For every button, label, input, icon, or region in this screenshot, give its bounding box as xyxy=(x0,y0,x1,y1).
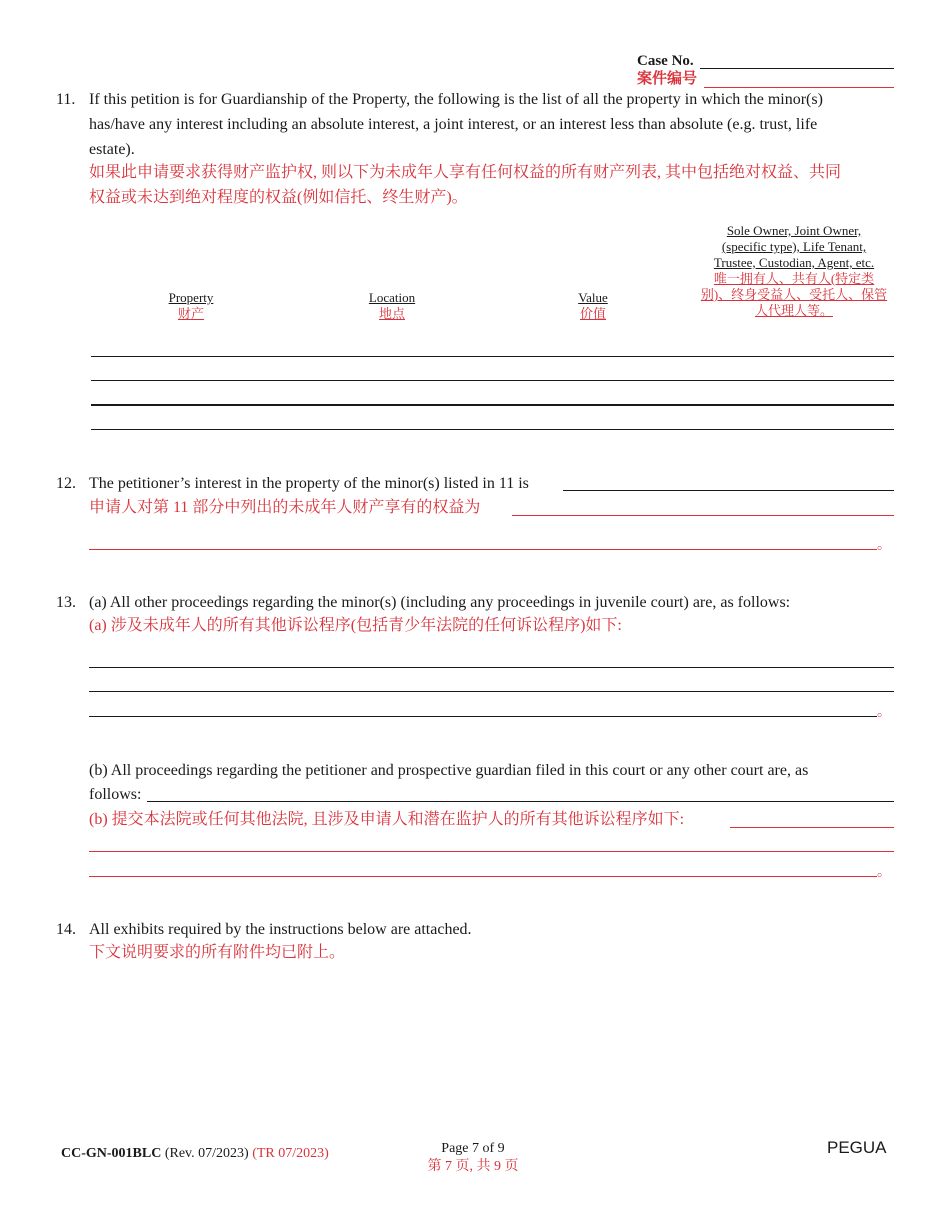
col-owner-en-line2: (specific type), Life Tenant, xyxy=(721,239,867,254)
item-13b-text-line2: follows: xyxy=(89,786,142,803)
item-13b-field-zh-underline xyxy=(730,827,894,828)
col-location-en: Location xyxy=(368,290,416,305)
col-header-location xyxy=(342,290,442,322)
col-location-zh: 地点 xyxy=(378,306,405,321)
footer-page-en: Page 7 of 9 xyxy=(441,1141,505,1156)
item-12-number: 12. xyxy=(56,475,76,492)
footer-rev: (Rev. 07/2023) xyxy=(164,1146,249,1161)
col-owner-en-line3: Trustee, Custodian, Agent, etc. xyxy=(713,255,875,270)
item-13b-end-mark: 。 xyxy=(877,865,891,880)
item-13a-field-line3[interactable] xyxy=(89,716,877,717)
col-owner-en-line1: Sole Owner, Joint Owner, xyxy=(726,223,862,238)
item-13a-end-mark: 。 xyxy=(877,705,891,720)
item-12-field-line2[interactable] xyxy=(89,549,877,550)
property-row-3[interactable] xyxy=(91,404,894,406)
item-11-text-zh-line2: 权益或未达到绝对程度的权益(例如信托、终生财产)。 xyxy=(89,189,468,206)
item-13a-text-zh: (a) 涉及未成年人的所有其他诉讼程序(包括青少年法院的任何诉讼程序)如下: xyxy=(89,617,622,634)
item-12-field-zh-underline xyxy=(512,515,894,516)
col-header-property xyxy=(141,290,241,322)
item-11-text-line1: If this petition is for Guardianship of the Property, the following is the list of all the property in which the minor(s) xyxy=(89,91,823,108)
item-12-text-zh: 申请人对第 11 部分中列出的未成年人财产享有的权益为 xyxy=(89,499,481,516)
footer-code: PEGUA xyxy=(827,1138,887,1157)
col-value-zh: 价值 xyxy=(579,306,606,321)
col-value-en: Value xyxy=(578,290,608,305)
item-11-text-zh-line1: 如果此申请要求获得财产监护权, 则以下为未成年人享有任何权益的所有财产列表, 其中包括绝对权益、共同 xyxy=(89,164,842,181)
item-11-number: 11. xyxy=(56,91,76,108)
item-14-text-zh: 下文说明要求的所有附件均已附上。 xyxy=(89,944,346,961)
item-13b-field-line3[interactable] xyxy=(89,876,877,877)
item-13b-field-line1[interactable] xyxy=(147,801,894,802)
property-row-1[interactable] xyxy=(91,356,894,357)
item-13a-text: (a) All other proceedings regarding the minor(s) (including any proceedings in juvenile court) are, as follows: xyxy=(89,594,791,611)
item-12-field[interactable] xyxy=(563,490,894,491)
case-no-label: Case No. xyxy=(637,53,694,69)
item-14-text: All exhibits required by the instructions below are attached. xyxy=(89,921,472,938)
property-row-4[interactable] xyxy=(91,429,894,430)
item-13a-field-line2[interactable] xyxy=(89,691,894,692)
item-13b-field-line2[interactable] xyxy=(89,851,894,852)
col-property-zh: 财产 xyxy=(177,306,204,321)
footer-form-id: CC-GN-001BLC xyxy=(61,1146,162,1161)
footer-tr: (TR 07/2023) xyxy=(252,1146,329,1161)
item-13a-field-line1[interactable] xyxy=(89,667,894,668)
case-no-field[interactable] xyxy=(700,68,894,69)
item-13b-text-line1: (b) All proceedings regarding the petitioner and prospective guardian filed in this court or any other court are, as xyxy=(89,762,809,779)
case-no-label-zh: 案件编号 xyxy=(637,71,698,87)
property-row-2[interactable] xyxy=(91,380,894,381)
item-12-text: The petitioner’s interest in the property of the minor(s) listed in 11 is xyxy=(89,475,529,492)
item-11-text-line3: estate). xyxy=(89,141,135,158)
footer-page xyxy=(403,1140,543,1176)
item-13-number: 13. xyxy=(56,594,76,611)
footer-page-zh: 第 7 页, 共 9 页 xyxy=(427,1159,519,1174)
item-11-text-line2: has/have any interest including an absolute interest, a joint interest, or an interest less than absolute (e.g. trust, life xyxy=(89,116,818,133)
item-13b-text-zh: (b) 提交本法院或任何其他法院, 且涉及申请人和潜在监护人的所有其他诉讼程序如下: xyxy=(89,811,685,828)
col-header-value xyxy=(543,290,643,322)
col-owner-zh-line3: 人代理人等。 xyxy=(754,303,833,318)
col-property-en: Property xyxy=(168,290,214,305)
item-12-end-mark: 。 xyxy=(877,538,891,553)
col-owner-zh-line1: 唯一拥有人、共有人(特定类 xyxy=(713,271,875,286)
item-14-number: 14. xyxy=(56,921,76,938)
col-owner-zh-line2: 别)、终身受益人、受托人、保管 xyxy=(700,287,888,302)
footer-form-id-block xyxy=(61,1145,329,1163)
col-header-owner xyxy=(694,223,894,319)
